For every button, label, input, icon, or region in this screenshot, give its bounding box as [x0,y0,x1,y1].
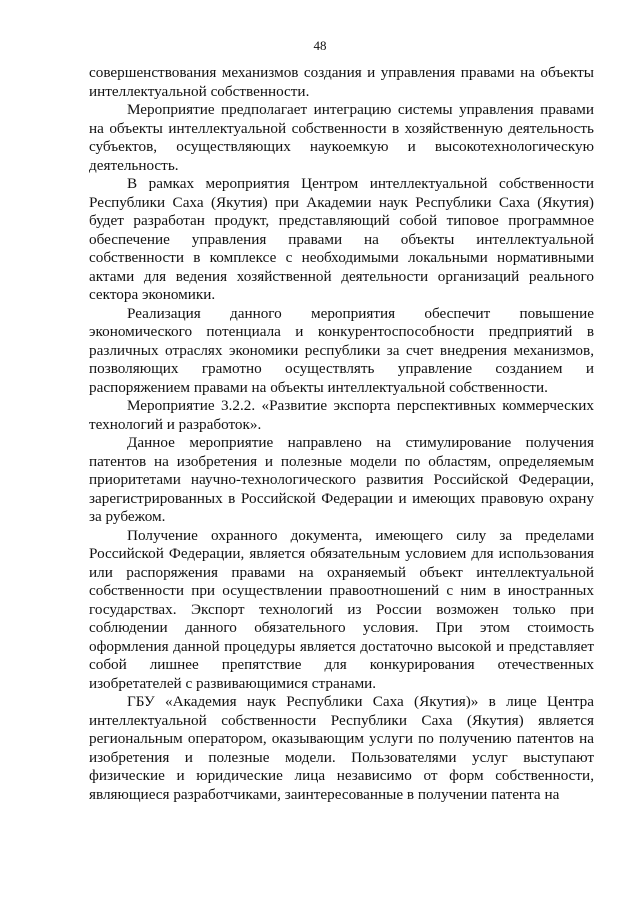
paragraph: ГБУ «Академия наук Республики Саха (Якутия)» в лице Центра интеллектуальной собственности Республики Саха (Якутия) является региональным оператором, оказывающим услуги по получению патентов на изобретения и полезные модели. Пользователями услуг выступают физические и юридические лица независимо от форм собственности, являющиеся разработчиками, заинтересованные в получении патента на [89,693,594,803]
paragraph: Мероприятие 3.2.2. «Развитие экспорта перспективных коммерческих технологий и разработок». [89,397,594,433]
paragraph: совершенствования механизмов создания и управления правами на объекты интеллектуальной собственности. [89,64,594,100]
document-body [89,64,594,804]
paragraph: Получение охранного документа, имеющего силу за пределами Российской Федерации, является обязательным условием для использования или распоряжения правами на охраняемый объект интеллектуальной собственности при осуществлении правоотношений с ним в иностранных государствах. Экспорт технологий из России возможен только при соблюдении данного обязательного условия. При этом стоимость оформления данной процедуры является достаточно высокой и представляет собой лишнее препятствие для конкурирования отечественных изобретателей с развивающимися странами. [89,526,594,692]
page-number: 48 [313,38,327,53]
paragraph: Мероприятие предполагает интеграцию системы управления правами на объекты интеллектуальной собственности в хозяйственную деятельность субъектов, осуществляющих наукоемкую и высокотехнологическую деятельность. [89,101,594,174]
paragraph: Данное мероприятие направлено на стимулирование получения патентов на изобретения и полезные модели по областям, определяемым приоритетами научно-технологического развития Российской Федерации, зарегистрированных в Российской Федерации и имеющих правовую охрану за рубежом. [89,434,594,525]
paragraph: В рамках мероприятия Центром интеллектуальной собственности Республики Саха (Якутия) при Академии наук Республики Саха (Якутия) будет разработан продукт, представляющий собой типовое программное обеспечение управления правами на объекты интеллектуальной собственности в комплексе с необходимыми локальными нормативными актами для ведения хозяйственной деятельности организаций реального сектора экономики. [89,175,594,303]
paragraph: Реализация данного мероприятия обеспечит повышение экономического потенциала и конкурентоспособности предприятий в различных отраслях экономики республики за счет внедрения механизмов, позволяющих грамотно осуществлять управление созданием и распоряжением правами на объекты интеллектуальной собственности. [89,304,594,396]
